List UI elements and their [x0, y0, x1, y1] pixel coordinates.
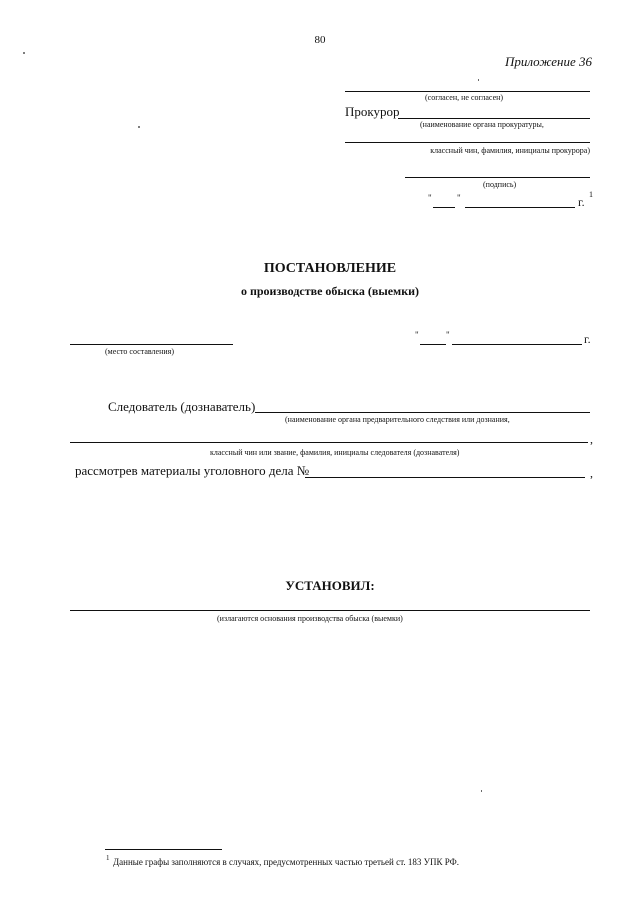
investigator-organ-line [255, 412, 590, 413]
footnote-mark: 1 [106, 854, 110, 862]
investigator-rank-comma: , [590, 432, 593, 446]
place-hint: (место составления) [105, 347, 174, 356]
signature-line [405, 177, 590, 178]
document-title: ПОСТАНОВЛЕНИЕ [263, 261, 397, 276]
approval-footnote-mark: 1 [589, 190, 593, 199]
investigator-label: Следователь (дознаватель) [108, 399, 256, 414]
case-comma: , [590, 466, 593, 480]
appendix-label: Приложение 36 [504, 54, 592, 69]
prosecutor-label: Прокурор [345, 104, 400, 119]
prosecutor-rank-hint: классный чин, фамилия, инициалы прокурора) [430, 146, 590, 155]
approval-quote-open: " [428, 193, 432, 203]
scan-speck [138, 126, 140, 128]
date-month-line [452, 344, 582, 345]
document-subtitle: о производстве обыска (выемки) [240, 284, 420, 298]
agreed-hint: (согласен, не согласен) [425, 93, 504, 102]
approval-quote-close: " [457, 193, 461, 203]
established-hint: (излагаются основания производства обыска (выемки) [217, 614, 403, 623]
established-line [70, 610, 590, 611]
case-text: рассмотрев материалы уголовного дела № [75, 463, 310, 478]
approval-year-suffix: г. [578, 195, 585, 209]
case-number-line [305, 477, 585, 478]
investigator-rank-line [70, 442, 588, 443]
place-line [70, 344, 233, 345]
prosecutor-organ-hint: (наименование органа прокуратуры, [420, 120, 544, 129]
page-number: 80 [314, 34, 326, 46]
date-quote-open: " [415, 330, 419, 340]
date-quote-close: " [446, 330, 450, 340]
date-day-line [420, 344, 446, 345]
approval-day-line [433, 207, 455, 208]
scan-speck [478, 79, 479, 81]
scan-speck [23, 52, 25, 54]
signature-hint: (подпись) [483, 180, 517, 189]
investigator-rank-hint: классный чин или звание, фамилия, инициалы следователя (дознавателя) [210, 448, 460, 457]
scan-speck [481, 790, 482, 792]
prosecutor-organ-line [398, 118, 590, 119]
date-year-suffix: г. [584, 332, 591, 346]
prosecutor-rank-line [345, 142, 590, 143]
agreed-line [345, 91, 590, 92]
footnote-separator [105, 849, 222, 850]
investigator-organ-hint: (наименование органа предварительного следствия или дознания, [285, 415, 510, 424]
approval-month-line [465, 207, 575, 208]
footnote-text: Данные графы заполняются в случаях, предусмотренных частью третьей ст. 183 УПК РФ. [113, 857, 459, 867]
established-heading: УСТАНОВИЛ: [285, 578, 375, 593]
